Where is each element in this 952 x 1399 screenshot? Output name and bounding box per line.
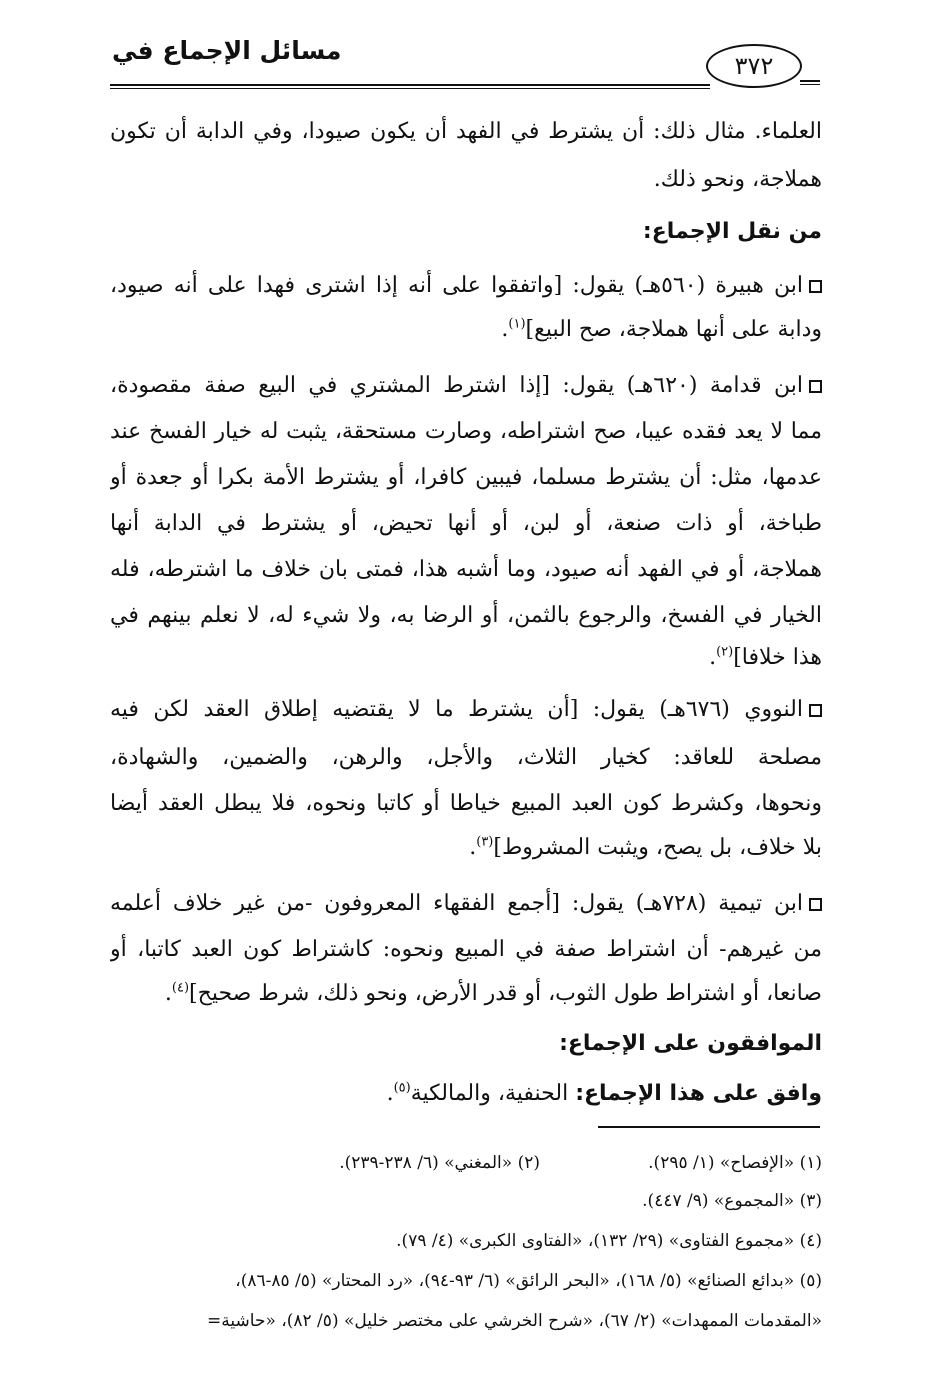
header-rule-thin	[110, 88, 710, 89]
quote-line: طباخة، أو ذات صنعة، أو لبن، أو أنها تحيض، أو يشترط في الدابة أنها	[110, 511, 822, 536]
footnote: (١) «الإفصاح» (١/ ٢٩٥).	[648, 1153, 822, 1173]
footnote: (٣) «المجموع» (٩/ ٤٤٧).	[642, 1191, 822, 1211]
checkbox-bullet-icon	[809, 280, 822, 293]
quote-line: ابن تيمية (٧٢٨هـ) يقول: [أجمع الفقهاء المعروفون -من غير خلاف أعلمه	[110, 884, 822, 924]
quote-line: ونحوها، وكشرط كون العبد المبيع خياطا أو كاتبا ونحوه، فلا يبطل العقد أيضا	[110, 791, 822, 816]
quote-line: مصلحة للعاقد: كخيار الثلاث، والأجل، والرهن، والضمين، والشهادة،	[110, 745, 822, 770]
footnote-ref: (٣)	[476, 834, 494, 850]
footnote: «المقدمات الممهدات» (٢/ ٦٧)، «شرح الخرشي على مختصر خليل» (٥/ ٨٢)، «حاشية=	[207, 1311, 822, 1331]
section-heading: الموافقون على الإجماع:	[559, 1031, 822, 1056]
quote-line: هملاجة، أو في الفهد أنه صيود، وما أشبه هذا، فمتى بان خلاف ما اشترطه، فله	[110, 557, 822, 582]
quote-line: الخيار في الفسخ، والرجوع بالثمن، أو الرضا به، ولا شيء له، لا نعلم بينهم في	[110, 603, 822, 628]
footnote: (٥) «بدائع الصنائع» (٥/ ١٦٨)، «البحر الرائق» (٦/ ٩٣-٩٤)، «رد المحتار» (٥/ ٨٥-٨٦)،	[235, 1271, 822, 1291]
checkbox-bullet-icon	[809, 898, 822, 911]
section-heading: من نقل الإجماع:	[642, 219, 822, 244]
footnote: (٤) «مجموع الفتاوى» (٢٩/ ١٣٢)، «الفتاوى الكبرى» (٤/ ٧٩).	[396, 1231, 822, 1251]
quote-line: بلا خلاف، بل يصح، ويثبت المشروط]$^{(٣)}$.	[469, 834, 822, 860]
footnote-ref: (٥)	[393, 1080, 411, 1096]
footnote: (٢) «المغني» (٦/ ٢٣٨-٢٣٩).	[339, 1153, 540, 1173]
quote-line: مما لا يعد فقده عيبا، صح اشتراطه، وصارت مستحقة، يثبت له خيار الفسخ عند	[110, 419, 822, 444]
quote-line: ودابة على أنها هملاجة، صح البيع]$^{(١)}$.	[501, 316, 822, 342]
quote-line: من غيرهم- أن اشتراط صفة في المبيع ونحوه: كاشتراط كون العبد كاتبا، أو	[110, 937, 822, 962]
quote-line: صانعا، أو اشتراط طول الثوب، أو قدر الأرض، ونحو ذلك، شرط صحيح]$^{(٤)}$.	[164, 980, 822, 1006]
footnote-ref: (٢)	[716, 644, 734, 660]
header-rule	[110, 84, 710, 86]
body-line: هملاجة، ونحو ذلك.	[653, 167, 822, 192]
agreement-line: وافق على هذا الإجماع: الحنفية، والمالكية$^{(٥)}$.	[386, 1080, 822, 1106]
quote-line: عدمها، مثل: أن يشترط مسلما، فيبين كافرا، أو يشترط الأمة بكرا أو جعدة أو	[110, 465, 822, 490]
footnote-ref: (٤)	[171, 980, 190, 996]
running-header-title: مسائل الإجماع في	[112, 36, 342, 65]
checkbox-bullet-icon	[809, 380, 822, 393]
footnote-separator	[598, 1126, 820, 1128]
checkbox-bullet-icon	[809, 704, 822, 717]
footnote-ref: (١)	[508, 316, 526, 332]
header-rule-right	[800, 80, 820, 82]
quote-line: ابن قدامة (٦٢٠هـ) يقول: [إذا اشترط المشتري في البيع صفة مقصودة،	[110, 366, 822, 406]
quote-line: هذا خلافا]$^{(٢)}$.	[709, 644, 822, 670]
body-line: العلماء. مثال ذلك: أن يشترط في الفهد أن يكون صيودا، وفي الدابة أن تكون	[110, 119, 822, 144]
quote-line: النووي (٦٧٦هـ) يقول: [أن يشترط ما لا يقتضيه إطلاق العقد لكن فيه	[110, 690, 822, 730]
quote-line: ابن هبيرة (٥٦٠هـ) يقول: [واتفقوا على أنه إذا اشترى فهدا على أنه صيود،	[110, 266, 822, 306]
header-rule-right-thin	[800, 84, 820, 85]
page-number: ٣٧٢	[706, 44, 802, 88]
